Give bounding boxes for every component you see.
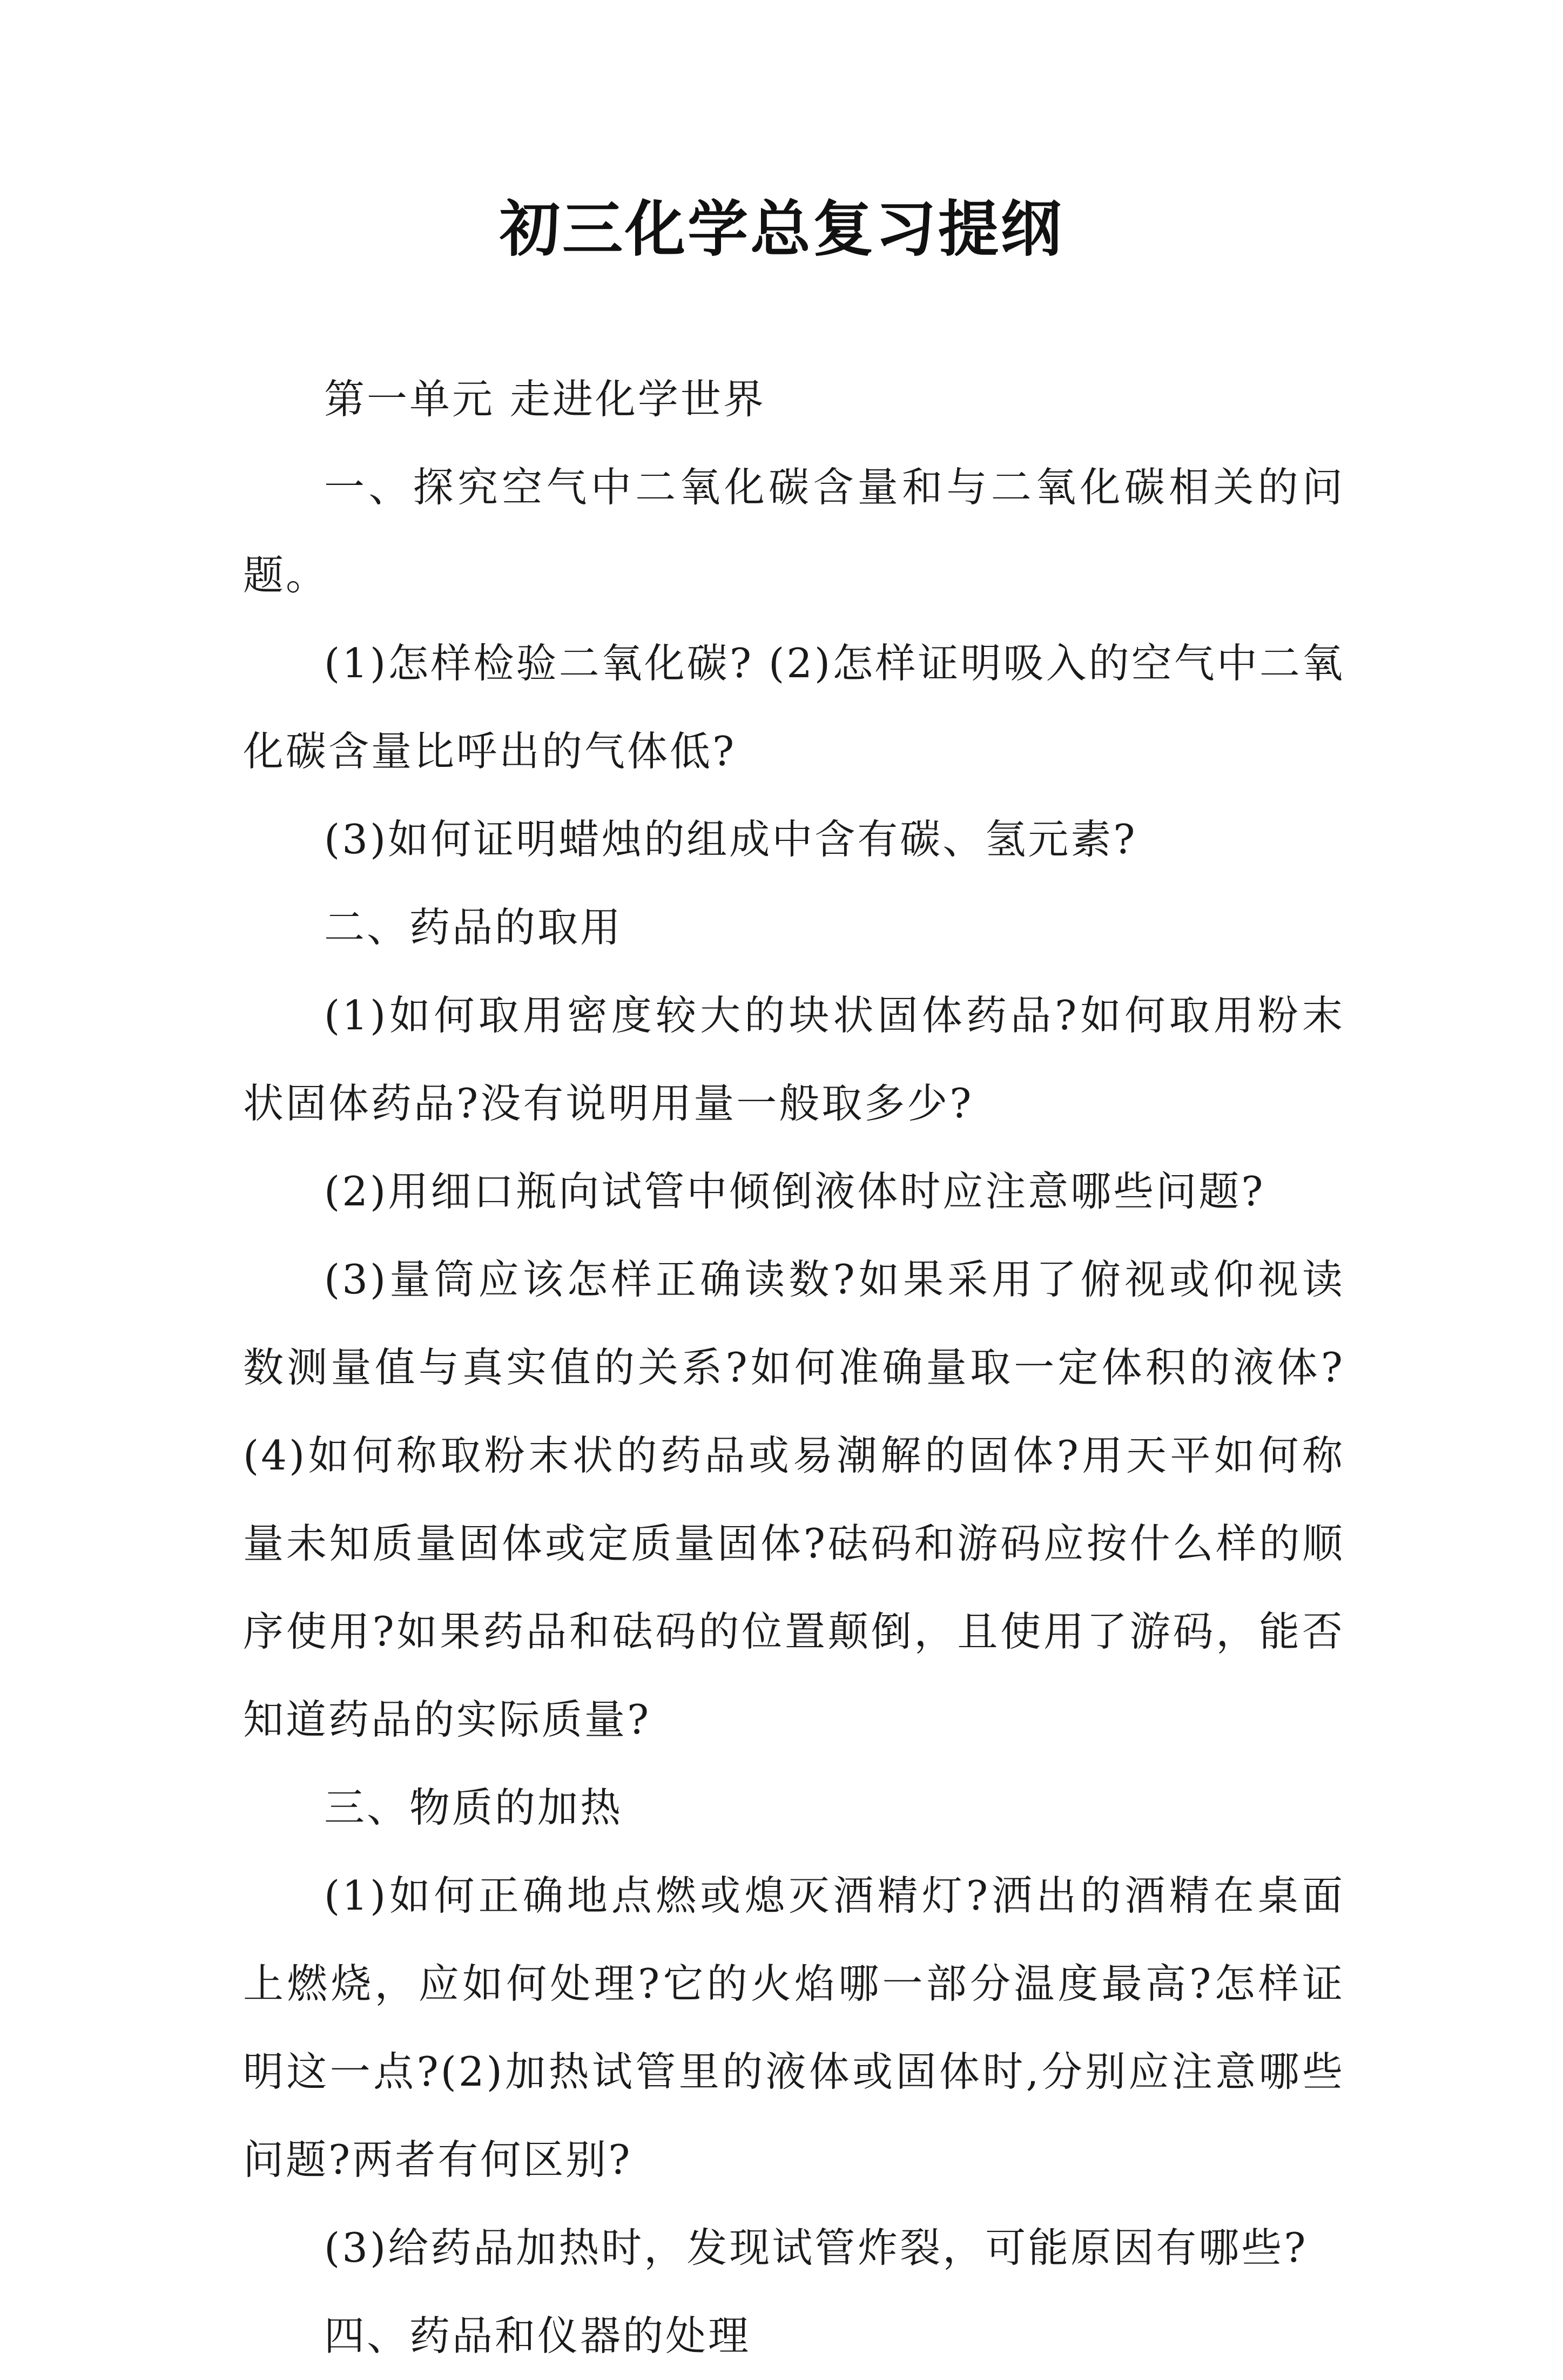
section-heading: 四、药品和仪器的处理: [324, 2312, 751, 2359]
document-body: [243, 355, 1345, 2380]
question-paragraph: (3)给药品加热时，发现试管炸裂，可能原因有哪些?: [324, 2224, 1308, 2271]
question-paragraph: (3)量筒应该怎样正确读数?如果采用了俯视或仰视读数测量值与真实值的关系?如何准确量取一定体积的液体? (4)如何称取粉末状的药品或易潮解的固体?用天平如何称量未知质量固体或定质量固体?砝码和游码应按什么样的顺序使用?如果药品和砝码的位置颠倒，且使用了游码，能否知道药品的实际质量?: [243, 1256, 1345, 1743]
question-paragraph: (3)如何证明蜡烛的组成中含有碳、氢元素?: [324, 815, 1137, 863]
question-paragraph: (1)怎样检验二氧化碳? (2)怎样证明吸入的空气中二氧化碳含量比呼出的气体低?: [243, 639, 1345, 775]
unit-heading: 第一单元 走进化学世界: [324, 375, 766, 423]
document-title: 初三化学总复习提纲: [500, 194, 1063, 265]
section-heading: 三、物质的加热: [324, 1784, 623, 1831]
question-paragraph: (1)如何正确地点燃或熄灭酒精灯?洒出的酒精在桌面上燃烧，应如何处理?它的火焰哪一部分温度最高?怎样证明这一点?(2)加热试管里的液体或固体时,分别应注意哪些问题?两者有何区别?: [243, 1872, 1345, 2183]
section-heading: 二、药品的取用: [324, 904, 623, 951]
question-paragraph: (1)如何取用密度较大的块状固体药品?如何取用粉末状固体药品?没有说明用量一般取多少?: [243, 992, 1345, 1127]
section-heading: 一、探究空气中二氧化碳含量和与二氧化碳相关的问题。: [243, 463, 1345, 599]
question-paragraph: (2)用细口瓶向试管中倾倒液体时应注意哪些问题?: [324, 1168, 1265, 1215]
